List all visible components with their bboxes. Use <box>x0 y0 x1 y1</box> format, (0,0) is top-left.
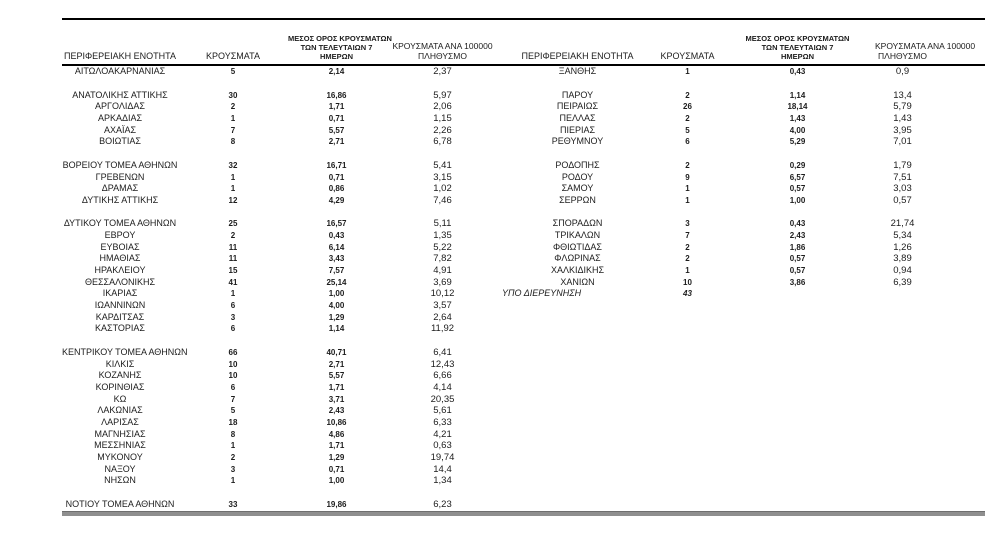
cases-value: 7 <box>230 394 236 404</box>
table-row <box>62 241 500 253</box>
region-name: ΜΑΓΝΗΣΙΑΣ <box>94 428 146 439</box>
cases-value: 6 <box>230 301 236 311</box>
region-name: ΧΑΛΚΙΔΙΚΗΣ <box>550 265 605 276</box>
table-row <box>500 230 985 242</box>
region-name: ΔΥΤΙΚΟΥ ΤΟΜΕΑ ΑΘΗΝΩΝ <box>63 218 177 229</box>
per100k-value: 20,35 <box>430 393 455 405</box>
table-row <box>62 311 500 323</box>
table-row <box>62 171 500 183</box>
cases-value: 8 <box>230 137 236 147</box>
cases-value: 10 <box>228 359 238 369</box>
region-name: ΒΟΙΩΤΙΑΣ <box>99 136 141 147</box>
avg7-value: 0,71 <box>328 114 345 124</box>
avg7-value: 1,71 <box>328 102 345 112</box>
region-column-header: ΠΕΡΙΦΕΡΕΙΑΚΗ ΕΝΟΤΗΤΑ <box>63 51 177 61</box>
cases-value: 43 <box>683 289 692 299</box>
per100k-value: 3,03 <box>893 183 912 195</box>
per100k-value: 14,4 <box>433 463 452 475</box>
cases-value: 1 <box>685 67 690 77</box>
per100k-value: 7,82 <box>433 253 452 265</box>
region-name: ΦΘΙΩΤΙΔΑΣ <box>553 241 602 252</box>
per100k-value: 2,37 <box>433 66 452 78</box>
avg7-value: 2,71 <box>328 359 345 369</box>
avg7-value: 0,43 <box>789 219 806 229</box>
cases-value: 11 <box>228 254 238 264</box>
per100k-value: 6,66 <box>433 370 452 382</box>
table-row <box>62 124 500 136</box>
avg7-value: 0,29 <box>789 160 806 170</box>
region-name: ΠΕΛΛΑΣ <box>559 113 596 124</box>
table-row <box>62 195 500 207</box>
per100k-value: 6,41 <box>433 346 452 358</box>
table-row <box>62 89 500 101</box>
per100k-value: 5,41 <box>433 159 452 171</box>
cases-value: 1 <box>685 266 690 276</box>
table-row <box>62 463 500 475</box>
avg7-value: 0,57 <box>789 184 806 194</box>
table-row <box>500 113 985 125</box>
per100k-value: 7,46 <box>433 194 452 206</box>
per100k-value: 5,79 <box>893 101 912 113</box>
avg7-value: 40,71 <box>326 347 347 357</box>
table-row <box>500 136 985 148</box>
region-name: ΑΝΑΤΟΛΙΚΗΣ ΑΤΤΙΚΗΣ <box>72 89 168 100</box>
region-name: ΒΟΡΕΙΟΥ ΤΟΜΕΑ ΑΘΗΝΩΝ <box>62 159 178 170</box>
table-row <box>62 101 500 113</box>
avg7-value: 16,86 <box>326 90 347 100</box>
per100k-value: 10,12 <box>430 288 455 300</box>
cases-value: 2 <box>230 230 236 240</box>
avg7-value: 1,14 <box>328 324 345 334</box>
cases-column-header: ΚΡΟΥΣΜΑΤΑ <box>660 51 715 61</box>
per100k-value: 2,26 <box>433 124 452 136</box>
right-table-body <box>500 66 985 510</box>
avg7-value: 2,14 <box>328 67 345 77</box>
cases-value: 6 <box>230 382 236 392</box>
per100k-value: 12,43 <box>430 358 455 370</box>
cases-value: 5 <box>685 125 690 135</box>
table-row <box>62 323 500 335</box>
avg7-value: 0,71 <box>328 464 345 474</box>
cases-value: 5 <box>230 67 236 77</box>
cases-value: 33 <box>228 499 238 509</box>
table-row <box>500 218 985 230</box>
table-row <box>62 382 500 394</box>
per100k-value: 3,95 <box>893 124 912 136</box>
avg7-value: 0,86 <box>328 184 345 194</box>
per100k-value: 1,43 <box>893 113 912 125</box>
table-row <box>500 89 985 101</box>
table-row <box>62 393 500 405</box>
table-row <box>500 206 985 218</box>
region-name: ΗΜΑΘΙΑΣ <box>99 253 141 264</box>
table-header <box>62 20 985 64</box>
per100k-value: 11,92 <box>430 323 455 335</box>
avg7-column-header: ΜΕΣΟΣ ΟΡΟΣ ΚΡΟΥΣΜΑΤΩΝ ΤΩΝ ΤΕΛΕΥΤΑΙΩΝ 7 ΗΜΕΡΩΝ <box>288 34 392 61</box>
cases-value: 10 <box>228 371 238 381</box>
avg7-value: 1,71 <box>328 441 345 451</box>
cases-value: 1 <box>230 289 236 299</box>
left-table-header <box>62 20 500 64</box>
cases-value: 3 <box>230 312 236 322</box>
avg7-value: 19,86 <box>326 499 347 509</box>
table-row <box>500 148 985 160</box>
region-name: ΣΕΡΡΩΝ <box>559 194 596 205</box>
region-name: ΕΒΡΟΥ <box>104 229 136 240</box>
region-name: ΜΕΣΣΗΝΙΑΣ <box>94 440 146 451</box>
cases-value: 2 <box>685 242 690 252</box>
region-name: ΝΑΞΟΥ <box>104 463 136 474</box>
table-row <box>62 78 500 90</box>
table-row <box>62 66 500 78</box>
table-row <box>62 347 500 359</box>
per100k-value: 1,34 <box>433 475 452 487</box>
avg7-value: 10,86 <box>326 417 347 427</box>
table-row <box>62 300 500 312</box>
regional-cases-table <box>62 18 985 516</box>
cases-value: 6 <box>685 137 690 147</box>
avg7-value: 4,86 <box>328 429 345 439</box>
table-row <box>62 148 500 160</box>
cases-value: 15 <box>228 266 238 276</box>
table-row <box>500 160 985 172</box>
region-name: ΚΟΖΑΝΗΣ <box>98 370 142 381</box>
region-name: ΝΟΤΙΟΥ ΤΟΜΕΑ ΑΘΗΝΩΝ <box>65 498 175 509</box>
cases-value: 2 <box>685 160 690 170</box>
table-row <box>62 265 500 277</box>
avg7-value: 0,43 <box>328 230 345 240</box>
table-row <box>62 370 500 382</box>
avg7-value: 25,14 <box>326 277 347 287</box>
per100k-value: 7,51 <box>893 171 912 183</box>
cases-value: 1 <box>230 114 236 124</box>
avg7-value: 1,00 <box>789 195 806 205</box>
region-name: ΠΑΡΟΥ <box>561 89 594 100</box>
per100k-value: 5,11 <box>433 218 452 230</box>
region-name: ΛΑΡΙΣΑΣ <box>101 416 139 427</box>
cases-value: 18 <box>228 417 238 427</box>
table-row <box>62 113 500 125</box>
region-name: ΘΕΣΣΑΛΟΝΙΚΗΣ <box>84 276 156 287</box>
per100k-value: 0,63 <box>433 440 452 452</box>
per100k-value: 3,69 <box>433 276 452 288</box>
avg7-value: 1,00 <box>328 289 345 299</box>
region-name: ΛΑΚΩΝΙΑΣ <box>97 405 143 416</box>
region-name: ΡΟΔΟΠΗΣ <box>555 159 600 170</box>
cases-value: 11 <box>228 242 238 252</box>
region-name: ΙΚΑΡΙΑΣ <box>102 288 138 299</box>
avg7-value: 1,43 <box>789 114 806 124</box>
per100k-value: 4,14 <box>433 381 452 393</box>
right-table-header <box>500 20 985 64</box>
region-name: ΣΑΜΟΥ <box>561 183 594 194</box>
cases-value: 12 <box>228 195 238 205</box>
per100k-value: 1,79 <box>893 159 912 171</box>
cases-value: 2 <box>685 90 690 100</box>
table-row <box>500 288 985 300</box>
region-name: ΣΠΟΡΑΔΩΝ <box>552 218 603 229</box>
avg7-value: 1,29 <box>328 312 345 322</box>
region-name: ΓΡΕΒΕΝΩΝ <box>95 171 145 182</box>
per100k-column-header: ΚΡΟΥΣΜΑΤΑ ΑΝΑ 100000 ΠΛΗΘΥΣΜΟ <box>392 41 493 61</box>
avg7-value: 18,14 <box>787 102 808 112</box>
region-name: ΝΗΣΩΝ <box>104 475 136 486</box>
cases-value: 1 <box>230 476 236 486</box>
region-name: ΑΡΚΑΔΙΑΣ <box>97 113 143 124</box>
per100k-value: 3,89 <box>893 253 912 265</box>
cases-value: 3 <box>230 464 236 474</box>
avg7-value: 1,29 <box>328 453 345 463</box>
region-name: ΥΠΟ ΔΙΕΡΕΥΝΗΣΗ <box>502 288 582 299</box>
cases-value: 1 <box>685 195 690 205</box>
per100k-value: 7,01 <box>893 136 912 148</box>
region-name: ΜΥΚΟΝΟΥ <box>97 452 143 463</box>
per100k-value: 6,78 <box>433 136 452 148</box>
avg7-value: 0,57 <box>789 266 806 276</box>
avg7-value: 7,57 <box>328 266 345 276</box>
cases-value: 1 <box>685 184 690 194</box>
table-row <box>62 230 500 242</box>
avg7-column-header: ΜΕΣΟΣ ΟΡΟΣ ΚΡΟΥΣΜΑΤΩΝ ΤΩΝ ΤΕΛΕΥΤΑΙΩΝ 7 ΗΜΕΡΩΝ <box>745 34 850 61</box>
cases-value: 41 <box>228 277 238 287</box>
per100k-value: 3,57 <box>433 300 452 312</box>
cases-value: 6 <box>230 324 236 334</box>
table-row <box>500 195 985 207</box>
region-name: ΡΕΘΥΜΝΟΥ <box>551 136 604 147</box>
table-row <box>500 78 985 90</box>
avg7-value: 5,29 <box>789 137 806 147</box>
region-name: ΚΑΡΔΙΤΣΑΣ <box>95 311 145 322</box>
cases-value: 2 <box>230 102 236 112</box>
region-name: ΦΛΩΡΙΝΑΣ <box>554 253 601 264</box>
table-row <box>62 206 500 218</box>
table-row <box>62 440 500 452</box>
per100k-value: 6,23 <box>433 498 452 510</box>
table-row <box>62 405 500 417</box>
avg7-value: 6,14 <box>328 242 345 252</box>
region-name: ΚΟΡΙΝΘΙΑΣ <box>95 381 145 392</box>
per100k-value: 21,74 <box>890 218 915 230</box>
avg7-value: 16,71 <box>326 160 347 170</box>
table-bottom-border <box>62 511 985 516</box>
region-name: ΚΩ <box>113 393 127 404</box>
avg7-value: 3,43 <box>328 254 345 264</box>
per100k-value: 1,26 <box>893 241 912 253</box>
region-name: ΚΙΛΚΙΣ <box>105 358 135 369</box>
per100k-value: 0,94 <box>893 265 912 277</box>
region-name: ΕΥΒΟΙΑΣ <box>100 241 140 252</box>
per100k-value: 2,06 <box>433 101 452 113</box>
avg7-value: 4,29 <box>328 195 345 205</box>
table-row <box>62 335 500 347</box>
per100k-value: 0,9 <box>895 66 910 78</box>
region-name: ΤΡΙΚΑΛΩΝ <box>554 229 601 240</box>
table-body <box>62 66 985 510</box>
cases-value: 9 <box>685 172 690 182</box>
avg7-value: 5,57 <box>328 371 345 381</box>
table-row <box>500 265 985 277</box>
region-name: ΑΧΑΪΑΣ <box>103 124 137 135</box>
region-name: ΙΩΑΝΝΙΝΩΝ <box>94 300 146 311</box>
avg7-value: 2,43 <box>328 406 345 416</box>
cases-value: 25 <box>228 219 238 229</box>
avg7-value: 4,00 <box>328 301 345 311</box>
table-row <box>62 417 500 429</box>
cases-value: 10 <box>683 277 692 287</box>
cases-value: 66 <box>228 347 238 357</box>
cases-value: 7 <box>685 230 690 240</box>
avg7-value: 1,00 <box>328 476 345 486</box>
region-name: ΠΕΙΡΑΙΩΣ <box>556 101 599 112</box>
cases-value: 32 <box>228 160 238 170</box>
avg7-value: 0,43 <box>789 67 806 77</box>
region-name: ΚΕΝΤΡΙΚΟΥ ΤΟΜΕΑ ΑΘΗΝΩΝ <box>62 346 188 357</box>
cases-value: 1 <box>230 184 236 194</box>
avg7-value: 16,57 <box>326 219 347 229</box>
region-name: ΗΡΑΚΛΕΙΟΥ <box>94 265 146 276</box>
table-row <box>500 183 985 195</box>
table-row <box>62 136 500 148</box>
per100k-column-header: ΚΡΟΥΣΜΑΤΑ ΑΝΑ 100000 ΠΛΗΘΥΣΜΟ <box>875 41 976 61</box>
per100k-value: 5,34 <box>893 229 912 241</box>
per100k-value: 6,33 <box>433 416 452 428</box>
cases-value: 2 <box>230 453 236 463</box>
avg7-value: 1,14 <box>789 90 806 100</box>
cases-value: 3 <box>685 219 690 229</box>
cases-value: 8 <box>230 429 236 439</box>
per100k-value: 4,91 <box>433 265 452 277</box>
table-row <box>62 276 500 288</box>
avg7-value: 1,86 <box>789 242 806 252</box>
table-row <box>62 358 500 370</box>
table-row <box>500 241 985 253</box>
avg7-value: 1,71 <box>328 382 345 392</box>
table-row <box>62 253 500 265</box>
avg7-value: 2,43 <box>789 230 806 240</box>
avg7-value: 0,71 <box>328 172 345 182</box>
cases-value: 1 <box>230 441 236 451</box>
per100k-value: 6,39 <box>893 276 912 288</box>
cases-value: 1 <box>230 172 236 182</box>
cases-column-header: ΚΡΟΥΣΜΑΤΑ <box>206 51 260 61</box>
region-name: ΞΑΝΘΗΣ <box>558 66 597 77</box>
table-row <box>62 498 500 510</box>
per100k-value: 5,61 <box>433 405 452 417</box>
region-name: ΧΑΝΙΩΝ <box>560 276 595 287</box>
per100k-value: 4,21 <box>433 428 452 440</box>
table-row <box>500 253 985 265</box>
table-row <box>62 428 500 440</box>
avg7-value: 5,57 <box>328 125 345 135</box>
region-column-header: ΠΕΡΙΦΕΡΕΙΑΚΗ ΕΝΟΤΗΤΑ <box>521 51 634 61</box>
region-name: ΡΟΔΟΥ <box>561 171 594 182</box>
table-row <box>500 124 985 136</box>
per100k-value: 13,4 <box>893 89 912 101</box>
table-row <box>500 276 985 288</box>
per100k-value: 2,64 <box>433 311 452 323</box>
avg7-value: 3,71 <box>328 394 345 404</box>
cases-value: 30 <box>228 90 238 100</box>
avg7-value: 6,57 <box>789 172 806 182</box>
table-row <box>62 288 500 300</box>
avg7-value: 3,86 <box>789 277 806 287</box>
per100k-value: 3,15 <box>433 171 452 183</box>
table-row <box>62 218 500 230</box>
table-row <box>62 475 500 487</box>
region-name: ΔΡΑΜΑΣ <box>101 183 139 194</box>
per100k-value: 5,97 <box>433 89 452 101</box>
table-row <box>500 171 985 183</box>
avg7-value: 0,57 <box>789 254 806 264</box>
cases-value: 5 <box>230 406 236 416</box>
table-row <box>62 487 500 499</box>
left-table-body <box>62 66 500 510</box>
per100k-value: 1,02 <box>433 183 452 195</box>
table-row <box>62 160 500 172</box>
table-row <box>62 183 500 195</box>
table-row <box>500 66 985 78</box>
region-name: ΑΙΤΩΛΟΑΚΑΡΝΑΝΙΑΣ <box>74 66 166 77</box>
per100k-value: 1,35 <box>433 229 452 241</box>
per100k-value: 1,15 <box>433 113 452 125</box>
region-name: ΔΥΤΙΚΗΣ ΑΤΤΙΚΗΣ <box>81 194 159 205</box>
table-row <box>500 101 985 113</box>
region-name: ΠΙΕΡΙΑΣ <box>559 124 596 135</box>
cases-value: 7 <box>230 125 236 135</box>
region-name: ΚΑΣΤΟΡΙΑΣ <box>95 323 145 334</box>
region-name: ΑΡΓΟΛΙΔΑΣ <box>95 101 145 112</box>
per100k-value: 19,74 <box>430 452 455 464</box>
cases-value: 26 <box>683 102 692 112</box>
avg7-value: 4,00 <box>789 125 806 135</box>
per100k-value: 5,22 <box>433 241 452 253</box>
avg7-value: 2,71 <box>328 137 345 147</box>
cases-value: 2 <box>685 254 690 264</box>
table-row <box>62 452 500 464</box>
cases-value: 2 <box>685 114 690 124</box>
per100k-value: 0,57 <box>893 194 912 206</box>
